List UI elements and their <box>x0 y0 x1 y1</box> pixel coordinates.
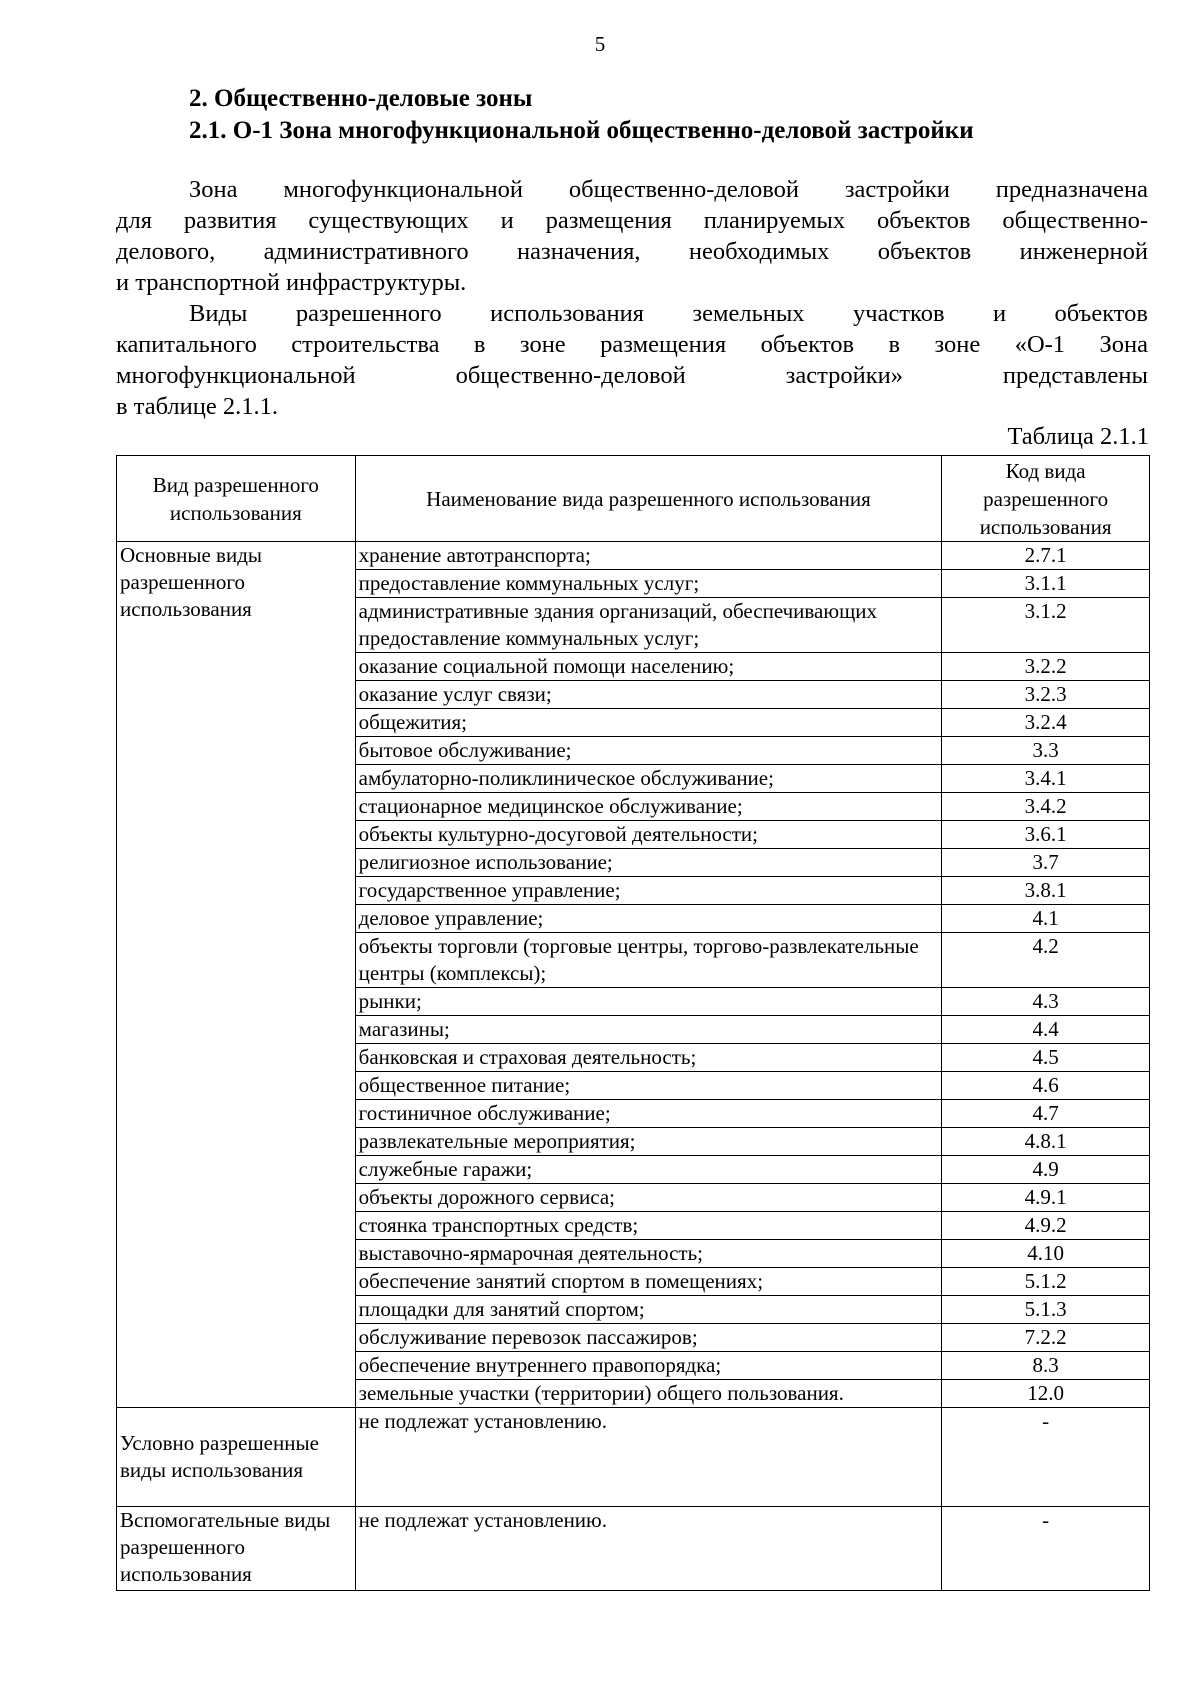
use-code-cell: 3.6.1 <box>942 821 1150 849</box>
use-name-cell: земельные участки (территории) общего пользования. <box>355 1380 942 1408</box>
paragraph-line: Зона многофункциональной общественно-деловой застройки предназначена <box>189 176 1148 203</box>
use-name-cell: обеспечение занятий спортом в помещениях; <box>355 1268 942 1296</box>
use-name-cell: объекты культурно-досуговой деятельности; <box>355 821 942 849</box>
use-name-cell: гостиничное обслуживание; <box>355 1100 942 1128</box>
paragraph-line: Виды разрешенного использования земельных участков и объектов <box>189 300 1148 327</box>
use-name-cell: обеспечение внутреннего правопорядка; <box>355 1352 942 1380</box>
use-code-cell: 7.2.2 <box>942 1324 1150 1352</box>
use-code-cell: 4.3 <box>942 988 1150 1016</box>
use-name-cell: оказание социальной помощи населению; <box>355 653 942 681</box>
use-code-cell: 3.2.2 <box>942 653 1150 681</box>
header-use-code: Код вида разрешенного использования <box>942 456 1150 542</box>
use-code-cell: 4.9.1 <box>942 1184 1150 1212</box>
use-name-cell: хранение автотранспорта; <box>355 542 942 570</box>
main-group-label: Основные виды разрешенного использования <box>117 542 356 1408</box>
use-code-cell: 3.2.3 <box>942 681 1150 709</box>
paragraph-line: капитального строительства в зоне размещения объектов в зоне «О-1 Зона <box>116 331 1148 358</box>
paragraph-zone-purpose <box>116 174 1148 298</box>
auxiliary-label: Вспомогательные виды разрешенного использования <box>117 1507 356 1591</box>
use-code-cell: 8.3 <box>942 1352 1150 1380</box>
use-name-cell: стоянка транспортных средств; <box>355 1212 942 1240</box>
use-code-cell: 4.10 <box>942 1240 1150 1268</box>
use-name-cell: магазины; <box>355 1016 942 1044</box>
use-name-cell: оказание услуг связи; <box>355 681 942 709</box>
use-name-cell: общественное питание; <box>355 1072 942 1100</box>
use-code-cell: 4.7 <box>942 1100 1150 1128</box>
section-heading: 2. Общественно-деловые зоны <box>189 85 533 112</box>
other-uses-body <box>117 1408 1150 1591</box>
use-name-cell: площадки для занятий спортом; <box>355 1296 942 1324</box>
use-code-cell: 5.1.3 <box>942 1296 1150 1324</box>
use-code-cell: 4.9 <box>942 1156 1150 1184</box>
paragraph-line: многофункциональной общественно-деловой застройки» представлены <box>116 362 1148 389</box>
use-name-cell: банковская и страховая деятельность; <box>355 1044 942 1072</box>
use-name-cell: выставочно-ярмарочная деятельность; <box>355 1240 942 1268</box>
paragraph-line: для развития существующих и размещения планируемых объектов общественно- <box>116 207 1148 234</box>
header-use-name: Наименование вида разрешенного использования <box>355 456 942 542</box>
use-name-cell: общежития; <box>355 709 942 737</box>
table-row-conditional <box>117 1408 1150 1507</box>
table-header-row <box>117 456 1150 542</box>
use-code-cell: 4.1 <box>942 905 1150 933</box>
use-name-cell: предоставление коммунальных услуг; <box>355 570 942 598</box>
table-caption: Таблица 2.1.1 <box>1007 423 1149 450</box>
use-code-cell: 4.4 <box>942 1016 1150 1044</box>
use-code-cell: 4.2 <box>942 933 1150 988</box>
use-code-cell: 3.2.4 <box>942 709 1150 737</box>
use-name-cell: служебные гаражи; <box>355 1156 942 1184</box>
use-code-cell: 3.4.2 <box>942 793 1150 821</box>
auxiliary-name: не подлежат установлению. <box>355 1507 942 1591</box>
use-code-cell: 3.1.1 <box>942 570 1150 598</box>
use-code-cell: 5.1.2 <box>942 1268 1150 1296</box>
use-name-cell: бытовое обслуживание; <box>355 737 942 765</box>
paragraph-line: делового, административного назначения, необходимых объектов инженерной <box>116 238 1148 265</box>
use-code-cell: 3.1.2 <box>942 598 1150 653</box>
permitted-use-table <box>116 455 1150 1591</box>
main-uses-body <box>117 542 1150 1408</box>
use-name-cell: развлекательные мероприятия; <box>355 1128 942 1156</box>
use-code-cell: 12.0 <box>942 1380 1150 1408</box>
use-code-cell: 4.8.1 <box>942 1128 1150 1156</box>
conditional-label: Условно разрешенные виды использования <box>117 1408 356 1507</box>
use-name-cell: объекты дорожного сервиса; <box>355 1184 942 1212</box>
header-use-type: Вид разрешенного использования <box>117 456 356 542</box>
paragraph-line: в таблице 2.1.1. <box>116 393 279 420</box>
paragraph-use-types <box>116 298 1148 422</box>
use-code-cell: 3.8.1 <box>942 877 1150 905</box>
use-name-cell: административные здания организаций, обеспечивающих предоставление коммунальных услуг; <box>355 598 942 653</box>
use-code-cell: 3.3 <box>942 737 1150 765</box>
conditional-code: - <box>942 1408 1150 1507</box>
page-number: 5 <box>594 32 606 56</box>
subsection-heading: 2.1. О-1 Зона многофункциональной общественно-деловой застройки <box>189 117 974 144</box>
table-row <box>117 542 1150 570</box>
use-name-cell: амбулаторно-поликлиническое обслуживание; <box>355 765 942 793</box>
paragraph-line: и транспортной инфраструктуры. <box>116 269 467 296</box>
use-name-cell: рынки; <box>355 988 942 1016</box>
use-name-cell: объекты торговли (торговые центры, торгово-развлекательные центры (комплексы); <box>355 933 942 988</box>
use-name-cell: государственное управление; <box>355 877 942 905</box>
use-name-cell: стационарное медицинское обслуживание; <box>355 793 942 821</box>
use-code-cell: 3.7 <box>942 849 1150 877</box>
use-name-cell: религиозное использование; <box>355 849 942 877</box>
auxiliary-code: - <box>942 1507 1150 1591</box>
use-name-cell: обслуживание перевозок пассажиров; <box>355 1324 942 1352</box>
table-row-auxiliary <box>117 1507 1150 1591</box>
use-code-cell: 3.4.1 <box>942 765 1150 793</box>
use-name-cell: деловое управление; <box>355 905 942 933</box>
use-code-cell: 2.7.1 <box>942 542 1150 570</box>
conditional-name: не подлежат установлению. <box>355 1408 942 1507</box>
use-code-cell: 4.5 <box>942 1044 1150 1072</box>
use-code-cell: 4.9.2 <box>942 1212 1150 1240</box>
use-code-cell: 4.6 <box>942 1072 1150 1100</box>
